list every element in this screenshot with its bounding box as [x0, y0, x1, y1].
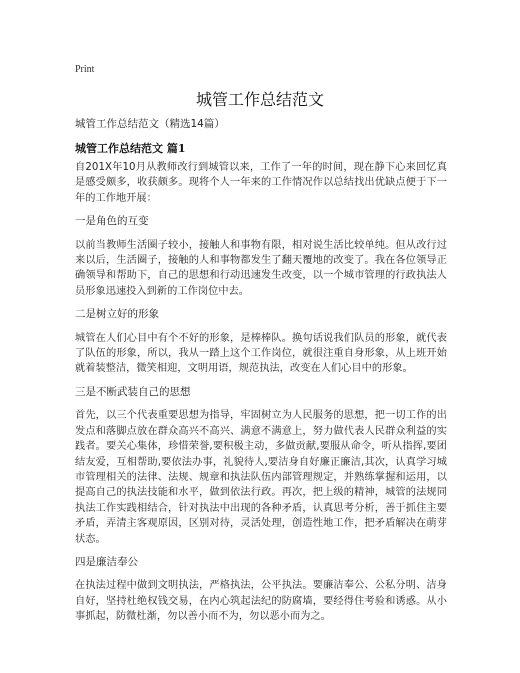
intro-paragraph: 自201X年10月从教师改行到城管以来，工作了一年的时间，现在静下心来回忆真是感受颇多，收获颇多。现将个人一年来的工作情况作以总结找出优缺点便于下一年的工作地开展：: [75, 162, 447, 204]
section-paragraph-4: 在执法过程中做到文明执法，严格执法，公平执法。要廉洁奉公、公私分明、洁身自好，坚持杜绝权钱交易，在内心筑起法纪的防腐墙，要经得住考验和诱惑。从小事抓起，防微杜渐，勿以善小而不为，勿以恶小而为之。: [75, 580, 447, 623]
section-paragraph-2: 城管在人们心目中有个不好的形象，是棒棒队。换句话说我们队员的形象，就代表了队伍的形象，所以，我从一踏上这个工作岗位，就很注重自身形象，从上班开始就着装整洁，微笑相迎，文明用语，规范执法，改变在人们心目中的形象。: [75, 332, 447, 375]
section-heading-1: 一是角色的互变: [75, 215, 149, 228]
print-link[interactable]: Print: [75, 64, 95, 75]
part-title: 城管工作总结范文 篇1: [75, 142, 186, 155]
section-heading-2: 二是树立好的形象: [75, 308, 159, 321]
section-heading-4: 四是廉洁奉公: [75, 555, 138, 568]
section-paragraph-3: 首先，以三个代表重要思想为指导，牢固树立为人民服务的思想，把一切工作的出发点和落脚点放在群众高兴不高兴、满意不满意上，努力做代表人民群众利益的实践者。要关心集体，珍惜荣誉,要积极主动，多做贡献,要服从命令，听从指挥,要团结友爱，互相帮助,要依法办事，礼貌待人,要洁身自好廉正廉洁,其次，认真学习城市管理相关的法律、法规、规章和执法队伍内部管理规定，并熟练掌握和运用，以提高自己的执法技能和水平，做到依法行政。再次，把上级的精神，城管的法规同执法工作实践相结合，针对执法中出现的各种矛盾，认真思考分析，善于抓住主要矛盾，弄清主客观原因，区别对待，灵活处理，创造性地工作，把矛盾解决在萌芽状态。: [75, 410, 447, 545]
section-paragraph-1: 以前当教师生活圈子较小，接触人和事物有限，相对说生活比较单纯。但从改行过来以后，生活圈子，接触的人和事物都发生了翻天覆地的改变了。我在各位领导正确领导和帮助下，自己的思想和行动迅速发生改变，以一个城市管理的行政执法人员形象迅速投入到新的工作岗位中去。: [75, 239, 447, 297]
section-heading-3: 三是不断武装自己的思想: [75, 385, 191, 398]
document-subtitle: 城管工作总结范文（精选14篇）: [75, 118, 225, 130]
document-body: [75, 160, 447, 633]
document-title: 城管工作总结范文: [195, 90, 324, 109]
